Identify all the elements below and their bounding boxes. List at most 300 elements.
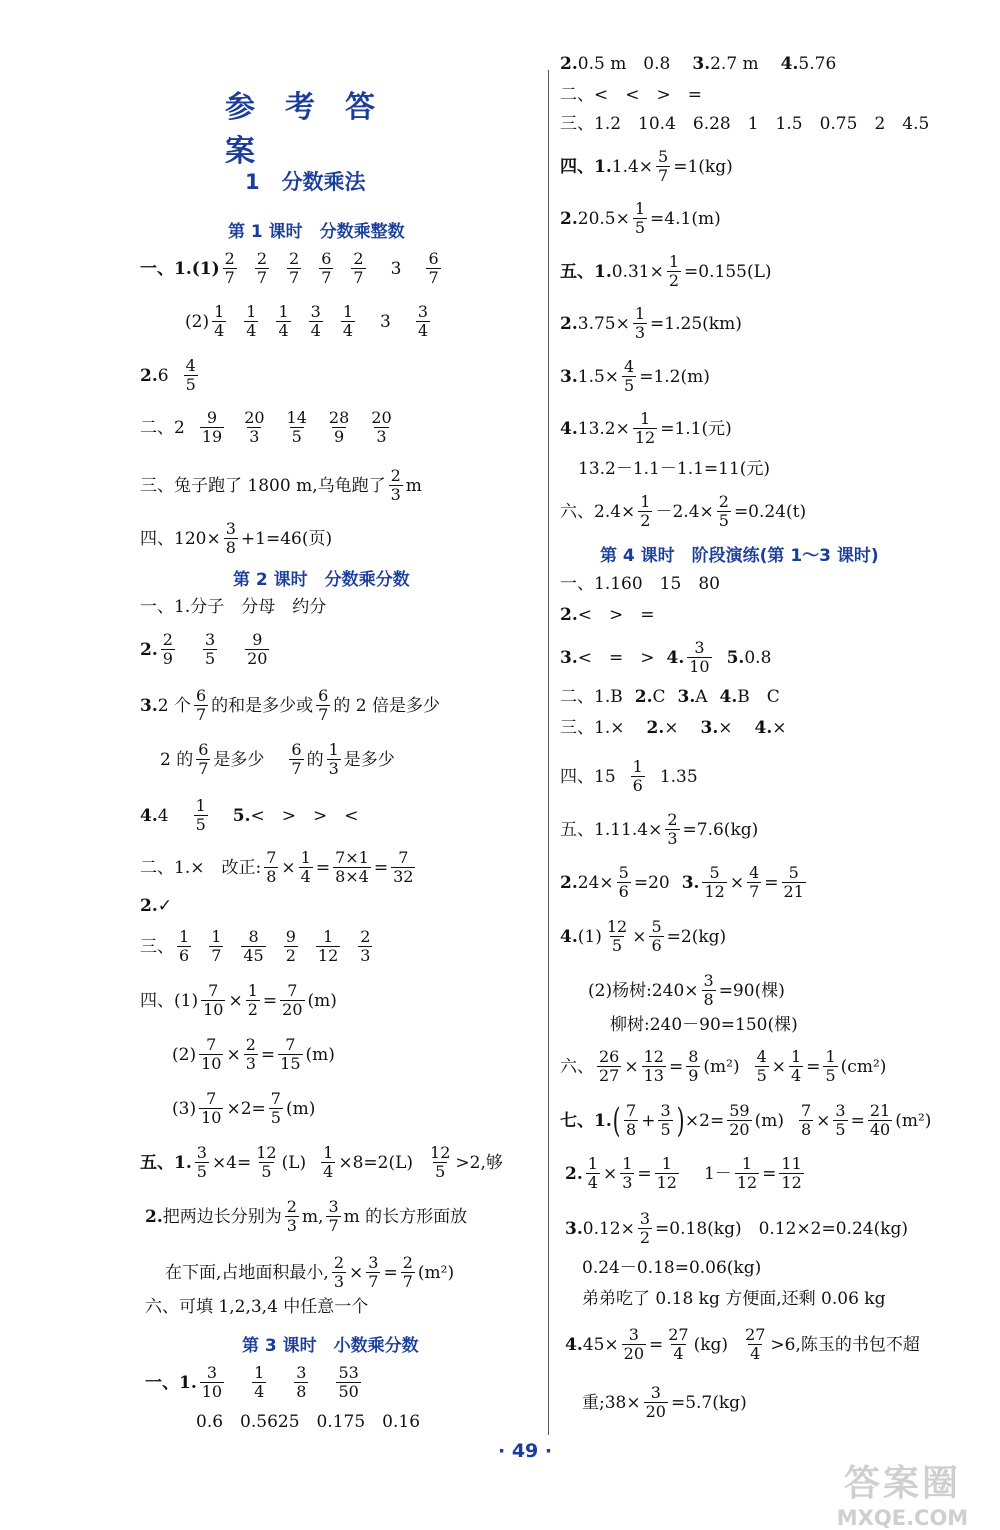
- answer-text: －2.4×: [655, 501, 714, 522]
- fraction-numerator: 7: [208, 981, 219, 1000]
- answer-line: [145, 1198, 467, 1235]
- item-number: 五、1.: [560, 261, 612, 282]
- answer-text: 1.35: [659, 766, 698, 787]
- fraction: [605, 918, 629, 955]
- answer-text: 6: [157, 365, 169, 386]
- fraction: [702, 864, 726, 901]
- answer-line: [140, 596, 326, 618]
- fraction-numerator: 1: [634, 199, 646, 218]
- fraction: [656, 148, 670, 185]
- fraction-denominator: 2: [668, 271, 680, 290]
- fraction-denominator: 5: [624, 376, 635, 395]
- fraction-numerator: 1: [640, 492, 651, 511]
- item-number: 3.: [681, 872, 700, 893]
- fraction-denominator: 4: [214, 321, 225, 340]
- fraction-denominator: 10: [203, 1000, 224, 1019]
- fraction-numerator: 28: [328, 408, 350, 427]
- answer-line: [560, 200, 721, 237]
- fraction: [789, 1048, 803, 1085]
- answer-text: ×: [281, 857, 296, 878]
- fraction: [401, 1254, 415, 1291]
- answer-line: [560, 604, 654, 626]
- answer-text: 1.5×: [577, 366, 620, 387]
- answer-line: [560, 686, 780, 708]
- answer-text: =2(kg): [666, 926, 727, 947]
- fraction-numerator: 7: [206, 1089, 217, 1108]
- fraction: [755, 1048, 769, 1085]
- answer-text: 分子 分母 约分: [190, 597, 327, 617]
- answer-line: [145, 1364, 364, 1401]
- fraction: [201, 982, 225, 1019]
- answer-text: 二、2: [140, 417, 185, 438]
- answer-text: 0.12×: [582, 1218, 635, 1239]
- answer-text: =: [850, 1110, 865, 1131]
- fraction-numerator: 8: [248, 927, 259, 946]
- fraction-numerator: 4: [749, 863, 760, 882]
- answer-text: ×: [632, 926, 647, 947]
- fraction-numerator: 2: [353, 249, 364, 268]
- answer-text: 1.4×: [611, 156, 654, 177]
- item-number: 2.: [140, 365, 158, 386]
- answer-text: 11.4×: [610, 819, 663, 840]
- item-number: 3.: [677, 687, 696, 707]
- fraction-numerator: 4: [756, 1047, 767, 1066]
- fraction-numerator: 1: [342, 302, 354, 321]
- fraction-denominator: 3: [328, 759, 339, 778]
- fraction-numerator: 2: [390, 466, 401, 485]
- fraction: [244, 303, 258, 340]
- fraction-denominator: 8: [703, 990, 714, 1009]
- fraction-denominator: 5: [634, 218, 646, 237]
- page-number: · 49 ·: [498, 1440, 553, 1462]
- answer-text: 3: [390, 258, 402, 279]
- answer-text: =20: [633, 872, 670, 893]
- answer-text: ×: [664, 718, 679, 738]
- fraction-denominator: 6: [632, 776, 643, 795]
- fraction: [622, 358, 636, 395]
- fraction-numerator: 3: [660, 1101, 671, 1120]
- fraction-denominator: 27: [599, 1066, 620, 1085]
- answer-text: 弟弟吃了 0.18 kg 方便面,还剩 0.06 kg: [582, 1289, 886, 1309]
- answer-text: +1=46(页): [240, 528, 333, 549]
- fraction-denominator: 4: [673, 1344, 684, 1363]
- fraction: [416, 303, 430, 340]
- fraction-numerator: 12: [606, 917, 628, 936]
- answer-line: [560, 864, 809, 901]
- fraction-denominator: 3: [667, 829, 678, 848]
- answer-text: 0.6 0.5625 0.175 0.16: [196, 1412, 421, 1432]
- fraction-denominator: 5: [611, 936, 623, 955]
- fraction-denominator: 7: [195, 705, 207, 724]
- watermark-logo: 答案圈: [843, 1463, 961, 1504]
- fraction-denominator: 7: [658, 166, 669, 185]
- answer-text: =0.24(t): [733, 501, 807, 522]
- answer-text: ×: [771, 1056, 787, 1077]
- answer-text: ×: [729, 872, 745, 893]
- answer-text: >6,陈玉的书包不超: [770, 1334, 920, 1355]
- fraction: [255, 250, 269, 287]
- fraction-denominator: 4: [323, 1162, 334, 1181]
- fraction-denominator: 40: [869, 1120, 891, 1139]
- chapter-heading: [245, 166, 366, 196]
- fraction-denominator: 5: [204, 649, 216, 668]
- answer-text: (m²): [703, 1056, 740, 1077]
- fraction-numerator: 20: [371, 408, 392, 427]
- fraction: [638, 493, 652, 530]
- fraction: [631, 758, 645, 795]
- answer-line: [560, 84, 702, 106]
- answer-text: 重;38×: [582, 1392, 641, 1413]
- fraction-denominator: 7: [289, 268, 300, 287]
- fraction: [597, 1048, 621, 1085]
- fraction-denominator: 7: [256, 268, 268, 287]
- fraction: [284, 928, 298, 965]
- answer-text: × 改正:: [190, 857, 262, 878]
- answer-line: [560, 253, 772, 290]
- answer-line: [560, 573, 720, 595]
- fraction-denominator: 9: [162, 649, 173, 668]
- fraction-denominator: 20: [645, 1402, 666, 1421]
- fraction-denominator: 10: [689, 657, 710, 676]
- fraction-numerator: 53: [338, 1363, 359, 1382]
- item-number: 4.: [140, 805, 158, 826]
- answer-text: 是多少: [343, 749, 395, 770]
- fraction-numerator: 59: [729, 1101, 750, 1120]
- fraction: [285, 1198, 299, 1235]
- fraction-numerator: 3: [835, 1101, 846, 1120]
- fraction: [333, 849, 371, 886]
- fraction: [743, 1326, 767, 1363]
- fraction-denominator: 5: [435, 1162, 446, 1181]
- fraction-numerator: 2: [360, 927, 371, 946]
- answer-line: [560, 639, 771, 676]
- fraction-numerator: 1: [328, 740, 339, 759]
- answer-line: [560, 493, 806, 530]
- answer-text: (cm²): [840, 1056, 887, 1077]
- fraction-numerator: 2: [333, 1253, 344, 1272]
- fraction: [203, 631, 217, 668]
- fraction-numerator: 4: [185, 356, 196, 375]
- fraction-denominator: 7: [198, 759, 209, 778]
- fraction-numerator: 20: [244, 408, 265, 427]
- answer-text: =: [764, 872, 779, 893]
- watermark: [820, 1455, 985, 1530]
- answer-line: [560, 410, 732, 447]
- answer-text: 2 的: [160, 749, 194, 770]
- answer-text: 二、1.: [560, 687, 611, 707]
- answer-text: 二、< < > =: [560, 85, 702, 105]
- lesson-heading: 第 1 课时 分数乘整数: [228, 222, 405, 242]
- page-title: 参考答案: [225, 90, 405, 169]
- item-number: 3.: [692, 54, 711, 74]
- fraction: [620, 1155, 634, 1192]
- chapter-number: 1: [245, 170, 260, 194]
- answer-text: =: [806, 1056, 821, 1077]
- fraction: [336, 1364, 360, 1401]
- fraction: [735, 1155, 759, 1192]
- fraction-numerator: 2: [256, 249, 268, 268]
- fraction: [617, 864, 631, 901]
- fraction: [223, 250, 237, 287]
- fraction-denominator: 20: [623, 1344, 644, 1363]
- answer-text: C: [652, 687, 666, 707]
- fraction-denominator: 8×4: [335, 867, 369, 886]
- fraction-numerator: 2: [718, 492, 729, 511]
- answer-text: 2 个: [157, 695, 191, 716]
- fraction-numerator: 3: [310, 302, 321, 321]
- answer-line: [140, 849, 418, 886]
- answer-text: 四、120×: [140, 528, 221, 549]
- fraction-denominator: 12: [704, 882, 725, 901]
- fraction: [369, 409, 393, 446]
- watermark-url: MXQE.COM: [836, 1506, 969, 1530]
- fraction: [194, 797, 208, 834]
- answer-line: [565, 1155, 807, 1192]
- answer-text: =0.18(kg) 0.12×2=0.24(kg): [655, 1218, 909, 1239]
- answer-text: (m): [305, 1044, 335, 1065]
- item-number: 4.: [780, 54, 799, 74]
- answer-text: 六、: [560, 1056, 594, 1077]
- fraction-numerator: 6: [321, 249, 332, 268]
- answer-line: [165, 1254, 454, 1291]
- answer-text: 0.31×: [611, 261, 664, 282]
- answer-text: =: [373, 857, 389, 878]
- answer-text: =: [668, 1056, 684, 1077]
- answer-line: [560, 811, 758, 848]
- fraction-numerator: 11: [781, 1154, 802, 1173]
- answer-text: ×: [228, 990, 243, 1011]
- fraction: [285, 409, 309, 446]
- answer-text: =4.1(m): [650, 208, 721, 229]
- fraction: [642, 1048, 666, 1085]
- fraction-denominator: 5: [270, 1108, 281, 1127]
- fraction-numerator: 2: [245, 1035, 256, 1054]
- fraction-denominator: 7: [353, 268, 364, 287]
- fraction-numerator: 3: [417, 302, 429, 321]
- answer-text: 0.8: [744, 647, 772, 668]
- fraction: [655, 1155, 679, 1192]
- fraction: [649, 918, 663, 955]
- fraction-denominator: 15: [280, 1054, 301, 1073]
- answer-text: m,: [301, 1206, 324, 1227]
- fraction: [299, 849, 313, 886]
- answer-text: 一、1.: [560, 574, 611, 594]
- fraction-denominator: 21: [783, 882, 804, 901]
- fraction: [254, 1144, 278, 1181]
- fraction: [199, 1090, 223, 1127]
- answer-text: ×: [718, 718, 733, 738]
- item-number: 4.: [666, 647, 685, 668]
- fraction-denominator: 20: [729, 1120, 750, 1139]
- fraction-denominator: 8: [296, 1382, 307, 1401]
- fraction: [161, 631, 175, 668]
- fraction-denominator: 6: [179, 946, 190, 965]
- fraction-numerator: 6: [291, 740, 302, 759]
- fraction: [200, 409, 224, 446]
- fraction: [199, 1036, 223, 1073]
- answer-line: [140, 687, 440, 724]
- lesson-heading: 第 2 课时 分数乘分数: [233, 570, 410, 590]
- fraction: [666, 1326, 690, 1363]
- answer-text: =: [383, 1262, 398, 1283]
- answer-text: 的: [306, 749, 324, 770]
- answer-text: 四、15: [560, 766, 616, 787]
- answer-text: 的和是多少或: [211, 695, 314, 716]
- fraction-numerator: 2: [289, 249, 300, 268]
- answer-text: >2,够: [455, 1152, 503, 1173]
- item-number: 2.: [140, 639, 158, 660]
- fraction-numerator: 3: [328, 1197, 339, 1216]
- answer-text: ×: [816, 1110, 831, 1131]
- fraction: [316, 687, 330, 724]
- answer-text: 在下面,占地面积最小,: [165, 1262, 329, 1283]
- answer-text: +: [641, 1110, 656, 1131]
- fraction: [782, 864, 806, 901]
- answer-text: 五、1.: [560, 819, 611, 840]
- fraction-numerator: 1: [632, 757, 643, 776]
- fraction-denominator: 2: [247, 1000, 258, 1019]
- fraction-numerator: 1: [668, 252, 680, 271]
- fraction-numerator: 7: [398, 848, 409, 867]
- fraction-numerator: 12: [430, 1143, 451, 1162]
- answer-text: =90(棵): [718, 980, 785, 1001]
- item-number: 七、1.: [560, 1110, 612, 1131]
- answer-line: [560, 1048, 886, 1085]
- fraction-numerator: 1: [825, 1047, 836, 1066]
- fraction: [687, 639, 711, 676]
- fraction-denominator: 5: [261, 1162, 272, 1181]
- fraction-denominator: 3: [390, 485, 401, 504]
- answer-text: 13.2×: [577, 418, 630, 439]
- lesson-heading: 第 3 课时 小数乘分数: [242, 1336, 419, 1356]
- fraction-denominator: 7: [402, 1272, 413, 1291]
- fraction: [391, 849, 415, 886]
- fraction-numerator: 7: [626, 1101, 637, 1120]
- answer-text: 六、2.4×: [560, 501, 636, 522]
- fraction-numerator: 1: [300, 848, 311, 867]
- fraction-denominator: 20: [282, 1000, 303, 1019]
- fraction-numerator: 1: [639, 409, 651, 428]
- fraction-numerator: 7: [287, 981, 298, 1000]
- fraction-denominator: 13: [643, 1066, 664, 1085]
- answer-text: ×2=: [684, 1110, 725, 1131]
- answer-text: 四、(1): [140, 990, 199, 1011]
- fraction-numerator: 3: [628, 1325, 639, 1344]
- fraction-denominator: 12: [656, 1173, 677, 1192]
- answer-line: [560, 717, 786, 739]
- fraction: [196, 741, 210, 778]
- answer-line: [560, 148, 733, 185]
- fraction-numerator: 3: [196, 1143, 207, 1162]
- fraction-numerator: 1: [791, 1047, 802, 1066]
- fraction: [242, 409, 266, 446]
- fraction-numerator: 21: [869, 1101, 891, 1120]
- fraction-numerator: 9: [252, 630, 263, 649]
- answer-text: (L): [281, 1152, 307, 1173]
- fraction-denominator: 12: [736, 1173, 758, 1192]
- item-number: 4.: [565, 1334, 583, 1355]
- answer-text: A: [695, 687, 708, 707]
- fraction-numerator: 1: [246, 302, 257, 321]
- answer-text: m: [405, 475, 422, 496]
- fraction-denominator: 45: [243, 946, 264, 965]
- item-number: 2.: [560, 872, 578, 893]
- answer-text: 柳树:240－90=150(棵): [610, 1015, 798, 1035]
- answer-text: =1.1(元): [660, 418, 732, 439]
- fraction: [264, 849, 278, 886]
- answer-line: [560, 1102, 931, 1139]
- fraction-denominator: 3: [245, 1054, 256, 1073]
- answer-line: [145, 1296, 368, 1318]
- item-number: 2.: [565, 1163, 583, 1184]
- answer-text: ✓: [157, 896, 172, 916]
- fraction: [351, 250, 365, 287]
- answer-line: [565, 1326, 920, 1363]
- fraction: [326, 1198, 340, 1235]
- answer-line: [140, 631, 272, 668]
- fraction-denominator: 7: [211, 946, 222, 965]
- item-number: 2.: [145, 1206, 163, 1227]
- fraction-denominator: 3: [286, 1216, 297, 1235]
- fraction: [823, 1048, 837, 1085]
- fraction-numerator: 3: [368, 1253, 379, 1272]
- answer-line: [140, 982, 337, 1019]
- answer-line: [582, 1257, 761, 1279]
- fraction-denominator: 3: [249, 427, 260, 446]
- answer-line: [140, 520, 332, 557]
- fraction-denominator: 10: [201, 1382, 223, 1401]
- fraction: [321, 1144, 335, 1181]
- item-number: 一、1.(1): [140, 258, 220, 279]
- fraction-denominator: 7: [291, 759, 302, 778]
- fraction-numerator: 5: [658, 147, 669, 166]
- fraction-denominator: 4: [254, 1382, 265, 1401]
- fraction: [633, 410, 657, 447]
- fraction-numerator: 3: [703, 971, 714, 990]
- fraction-numerator: 6: [195, 686, 207, 705]
- fraction-numerator: 27: [668, 1325, 689, 1344]
- fraction-numerator: 1: [622, 1154, 633, 1173]
- item-number: 3.: [560, 647, 578, 668]
- answer-text: =: [649, 1334, 664, 1355]
- answer-text: 0.5 m 0.8: [577, 54, 671, 74]
- answer-text: =: [315, 857, 331, 878]
- answer-line: [560, 305, 742, 342]
- answer-text: 六、可填 1,2,3,4 中任意一个: [145, 1297, 369, 1317]
- answer-line: [185, 303, 433, 340]
- answer-text: =0.155(L): [684, 261, 772, 282]
- fraction-numerator: 1: [254, 1363, 265, 1382]
- fraction-denominator: 3: [333, 1272, 344, 1291]
- fraction-denominator: 7: [321, 268, 332, 287]
- fraction: [799, 1102, 813, 1139]
- answer-text: =7.6(kg): [682, 819, 759, 840]
- item-number: 3.: [560, 366, 578, 387]
- fraction-denominator: 7: [368, 1272, 379, 1291]
- answer-text: ×4=: [211, 1152, 252, 1173]
- fraction-numerator: 9: [206, 408, 218, 427]
- answer-text: ×8=2(L): [338, 1152, 414, 1173]
- fraction: [633, 305, 647, 342]
- fraction-denominator: 12: [317, 946, 339, 965]
- fraction-denominator: 2: [639, 1228, 651, 1247]
- answer-text: (2)杨树:240×: [588, 980, 699, 1001]
- answer-text: 三、: [140, 936, 174, 957]
- fraction-numerator: 2: [667, 810, 678, 829]
- answer-text: 160 15 80: [610, 574, 720, 594]
- fraction-denominator: 4: [246, 321, 257, 340]
- fraction-numerator: 1: [211, 927, 222, 946]
